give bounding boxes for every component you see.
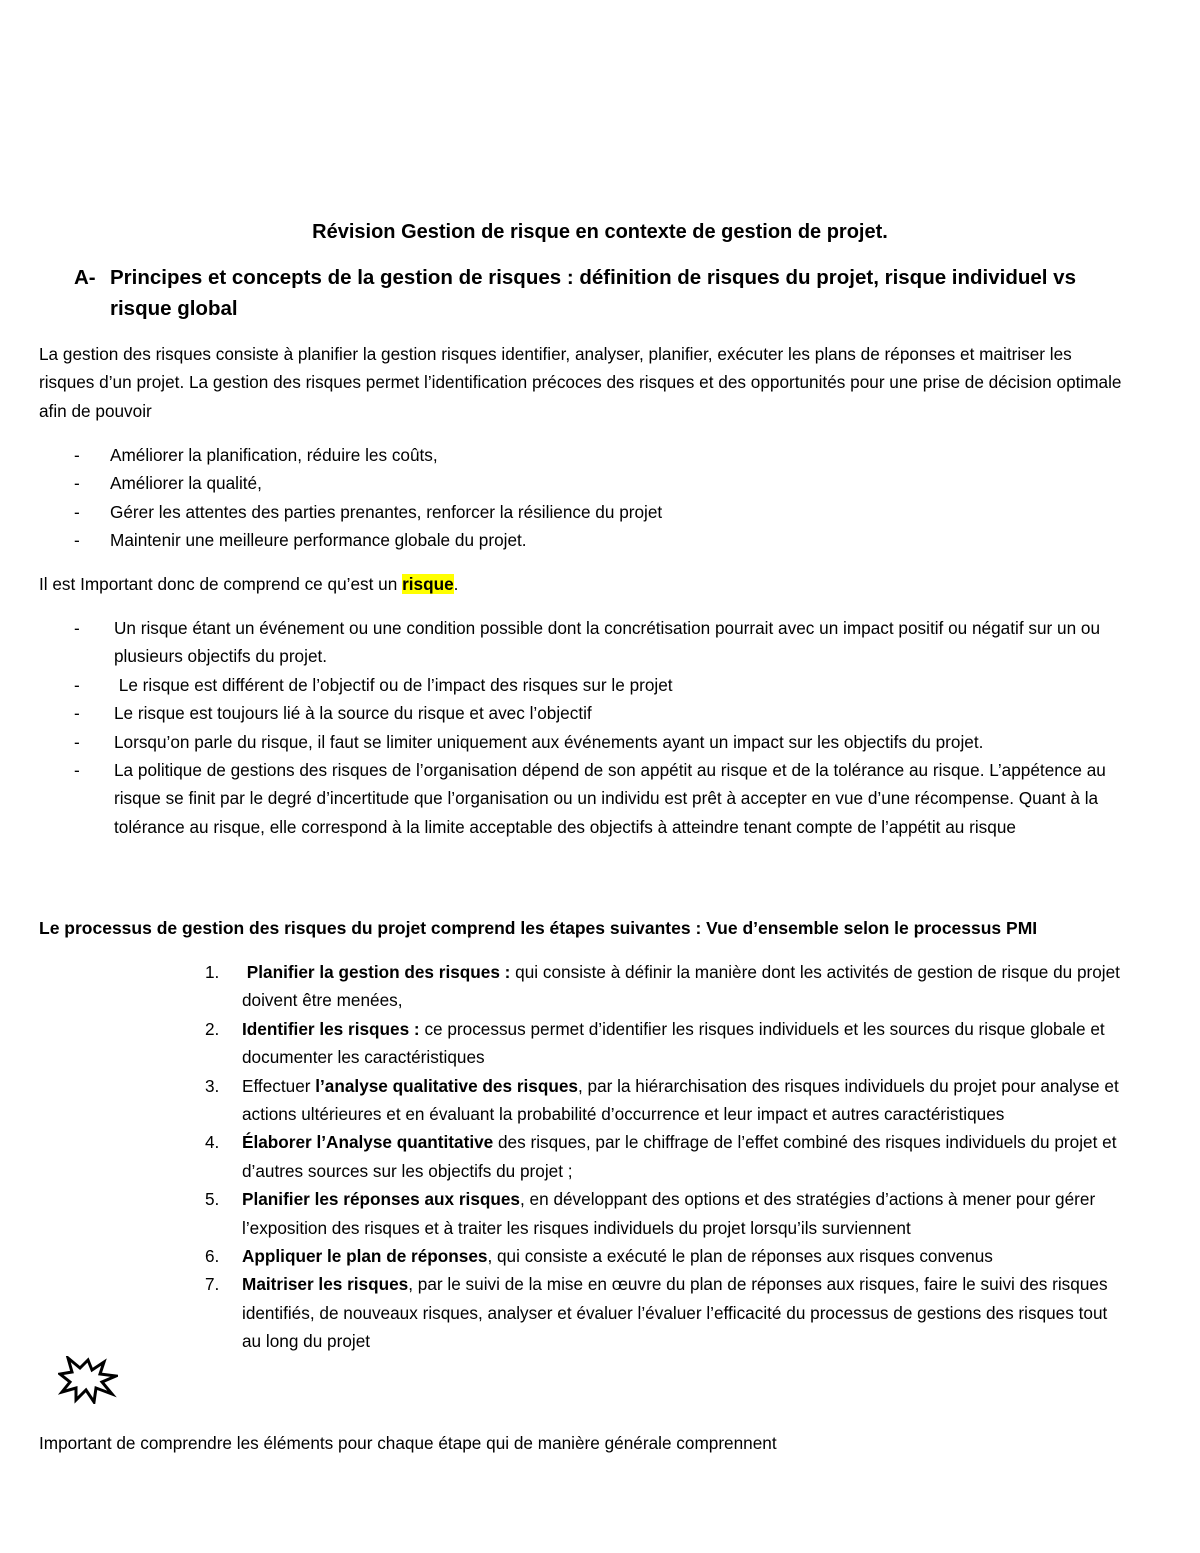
step-prefix: Effectuer [242, 1075, 316, 1096]
dash-marker: - [74, 501, 80, 522]
dash-marker: - [74, 445, 80, 465]
list-item [74, 614, 1114, 671]
step-number: 7. [205, 1274, 220, 1295]
step-number: 2. [205, 1018, 220, 1039]
step-number: 1. [205, 962, 220, 982]
list-item [74, 756, 1114, 841]
step-description: des risques, par le chiffrage de l’effet combiné des risques individuels du projet et d’autres sources sur les objectifs du projet ; [242, 1132, 1117, 1181]
dash-marker: - [74, 674, 80, 695]
risk-points-list [74, 614, 1114, 841]
list-item [74, 441, 1110, 469]
step-name: Appliquer le plan de réponses [242, 1246, 488, 1267]
step-description: , en développant des options et des stratégies d’actions à mener pour gérer l’exposition des risques et à traiter les risques individuels du projet lorsqu’ils surviennent [242, 1189, 1096, 1238]
step-description: , par la hiérarchisation des risques individuels du projet pour analyse et actions ultérieures et en évaluant la probabilité d’occurrence et leur impact et autres caractéristiques [242, 1075, 1119, 1125]
dash-marker: - [74, 760, 80, 781]
dash-marker: - [74, 473, 80, 494]
step-description: qui consiste à définir la manière dont les activités de gestion de risque du projet doivent être menées, [242, 962, 1120, 1011]
list-item [74, 498, 1110, 526]
process-title: Le processus de gestion des risques du projet comprend les étapes suivantes : Vue d’ensemble selon le processus PMI [39, 918, 1038, 938]
list-item [74, 469, 1110, 497]
step-item [205, 1128, 1122, 1185]
process-steps-list [205, 958, 1122, 1356]
dash-marker: - [74, 618, 80, 638]
step-description: , par le suivi de la mise en œuvre du plan de réponses aux risques, faire le suivi des risques identifiés, de nouveaux risques, analyser et évaluer l’évaluer l’efficacité du processus de gestions des risques tout au long du projet [242, 1274, 1108, 1352]
step-number: 3. [205, 1075, 220, 1096]
list-item-text: Le risque est toujours lié à la source du risque et avec l’objectif [114, 703, 592, 724]
important-sentence [39, 570, 1124, 598]
list-item [74, 728, 1114, 756]
step-item [205, 1015, 1122, 1072]
dash-marker: - [74, 731, 80, 752]
step-item [205, 1270, 1122, 1355]
step-name: Maitriser les risques [242, 1274, 409, 1295]
step-name: Planifier la gestion des risques : [246, 962, 511, 982]
highlighted-word-risque: risque [402, 574, 454, 594]
step-number: 5. [205, 1189, 220, 1210]
step-name: Élaborer l’Analyse quantitative [242, 1132, 494, 1153]
list-item-text: Améliorer la qualité, [110, 473, 262, 494]
step-description: ce processus permet d’identifier les risques individuels et les sources du risque globale et documenter les caractéristiques [242, 1018, 1105, 1068]
dash-marker: - [74, 703, 80, 724]
dash-marker: - [74, 530, 80, 551]
step-item [205, 1242, 1122, 1270]
list-item-text: Le risque est différent de l’objectif ou de l’impact des risques sur le projet [114, 674, 673, 695]
list-item-text: La politique de gestions des risques de l’organisation dépend de son appétit au risque et de la tolérance au risque. L’appétence au risque se finit par le degré d’incertitude que l’organisation ou un individu est prêt à accepter en vue d’une récompense. Quant à la tolérance au risque, elle correspond à la limite acceptable des objectifs à atteindre tenant compte de l’appétit au risque [114, 760, 1106, 837]
step-item [205, 1185, 1122, 1242]
document-title: Révision Gestion de risque en contexte de gestion de projet. [312, 221, 888, 243]
step-number: 6. [205, 1246, 220, 1267]
step-name: Identifier les risques : [242, 1018, 420, 1039]
intro-paragraph: La gestion des risques consiste à planifier la gestion risques identifier, analyser, planifier, exécuter les plans de réponses et maitriser les risques d’un projet. La gestion des risques permet l’identification précoces des risques et des opportunités pour une prise de décision optimale afin de pouvoir [39, 344, 1122, 421]
explosion-burst-icon [58, 1356, 118, 1404]
list-item-text: Maintenir une meilleure performance globale du projet. [110, 530, 527, 551]
step-name: l’analyse qualitative des risques [315, 1075, 578, 1096]
section-heading-text: Principes et concepts de la gestion de risques : définition de risques du projet, risque individuel vs risque global [110, 266, 1076, 320]
list-item-text: Un risque étant un événement ou une condition possible dont la concrétisation pourrait avec un impact positif ou négatif sur un ou plusieurs objectifs du projet. [114, 618, 1101, 667]
closing-sentence: Important de comprendre les éléments pour chaque étape qui de manière générale comprennent [39, 1433, 777, 1453]
step-number: 4. [205, 1132, 220, 1153]
list-item-text: Gérer les attentes des parties prenantes, renforcer la résilience du projet [110, 501, 663, 522]
list-item [74, 671, 1114, 699]
list-item-text: Lorsqu’on parle du risque, il faut se limiter uniquement aux événements ayant un impact sur les objectifs du projet. [114, 731, 984, 752]
important-text: Il est Important donc de comprend ce qu’est un [39, 574, 403, 594]
list-item [74, 699, 1114, 727]
step-item [205, 958, 1122, 1015]
step-name: Planifier les réponses aux risques [242, 1189, 520, 1210]
list-item [74, 526, 1110, 554]
step-item [205, 1072, 1122, 1129]
section-letter: A- [74, 266, 96, 289]
step-description: , qui consiste a exécuté le plan de réponses aux risques convenus [487, 1246, 993, 1267]
benefits-list [74, 441, 1110, 555]
important-end: . [453, 574, 459, 594]
list-item-text: Améliorer la planification, réduire les coûts, [110, 445, 438, 465]
